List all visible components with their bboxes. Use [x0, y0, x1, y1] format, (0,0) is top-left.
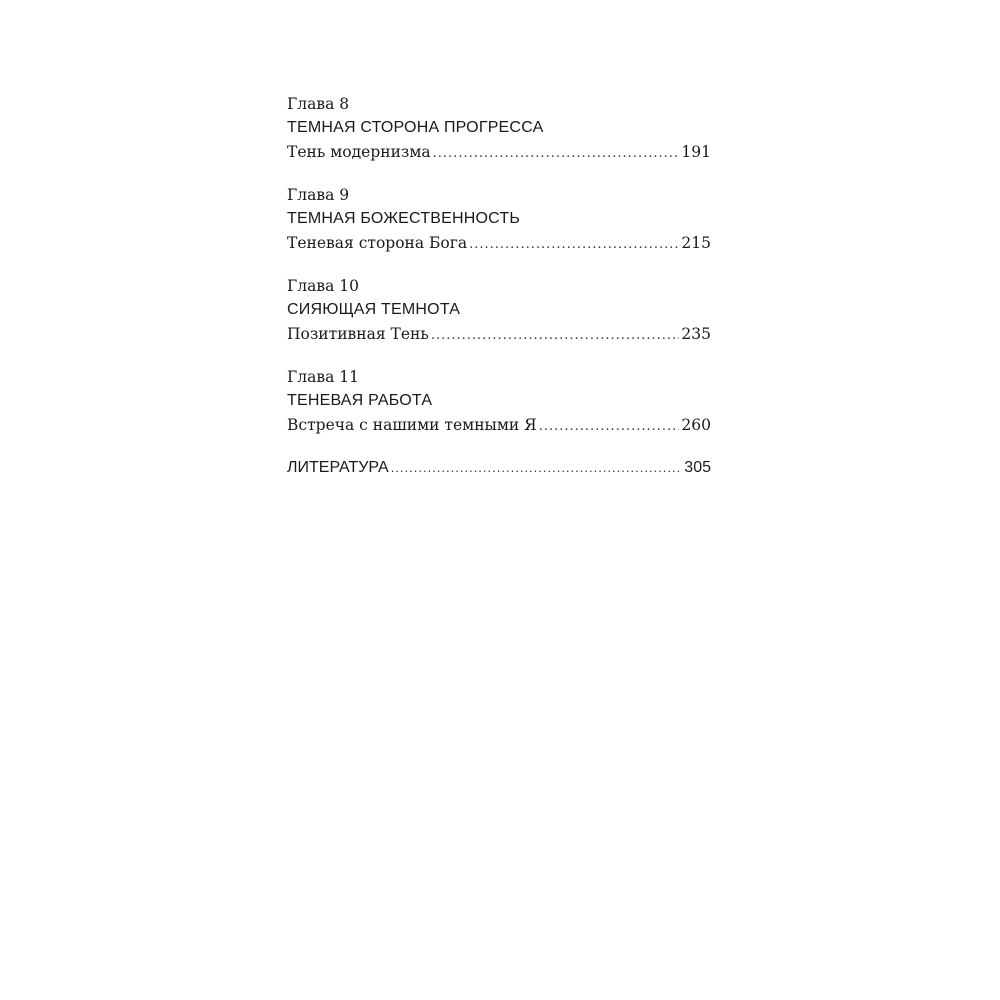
chapter-label: Глава 11	[287, 368, 359, 386]
chapter-title: ТЕМНАЯ СТОРОНА ПРОГРЕССА	[287, 119, 544, 136]
toc-chapter-11	[287, 365, 711, 437]
entry-title: Тень модернизма	[287, 143, 431, 161]
dot-leader	[391, 456, 683, 480]
page-number: 215	[681, 234, 711, 252]
toc-chapter-10	[287, 274, 711, 346]
toc-entry[interactable]	[287, 140, 711, 164]
dot-leader	[433, 142, 680, 166]
chapter-label: Глава 8	[287, 95, 350, 113]
toc-entry[interactable]	[287, 322, 711, 346]
chapter-label: Глава 10	[287, 277, 359, 295]
entry-title: Теневая сторона Бога	[287, 234, 468, 252]
toc-chapter-9	[287, 183, 711, 255]
dot-leader	[539, 415, 680, 439]
chapter-title: СИЯЮЩАЯ ТЕМНОТА	[287, 301, 461, 318]
chapter-title: ТЕНЕВАЯ РАБОТА	[287, 392, 433, 409]
toc-bibliography[interactable]	[287, 456, 711, 480]
toc-entry[interactable]	[287, 231, 711, 255]
toc-chapter-8	[287, 92, 711, 164]
toc-entry[interactable]	[287, 413, 711, 437]
chapter-title: ТЕМНАЯ БОЖЕСТВЕННОСТЬ	[287, 210, 521, 227]
chapter-label: Глава 9	[287, 186, 350, 204]
entry-title: Встреча с нашими темными Я	[287, 416, 537, 434]
dot-leader	[431, 324, 680, 348]
table-of-contents	[287, 92, 711, 480]
page-number: 305	[684, 459, 711, 476]
dot-leader	[469, 233, 679, 257]
page-number: 235	[681, 325, 711, 343]
page-number: 191	[681, 143, 711, 161]
bibliography-title: ЛИТЕРАТУРА	[287, 459, 389, 476]
entry-title: Позитивная Тень	[287, 325, 429, 343]
page-number: 260	[681, 416, 711, 434]
